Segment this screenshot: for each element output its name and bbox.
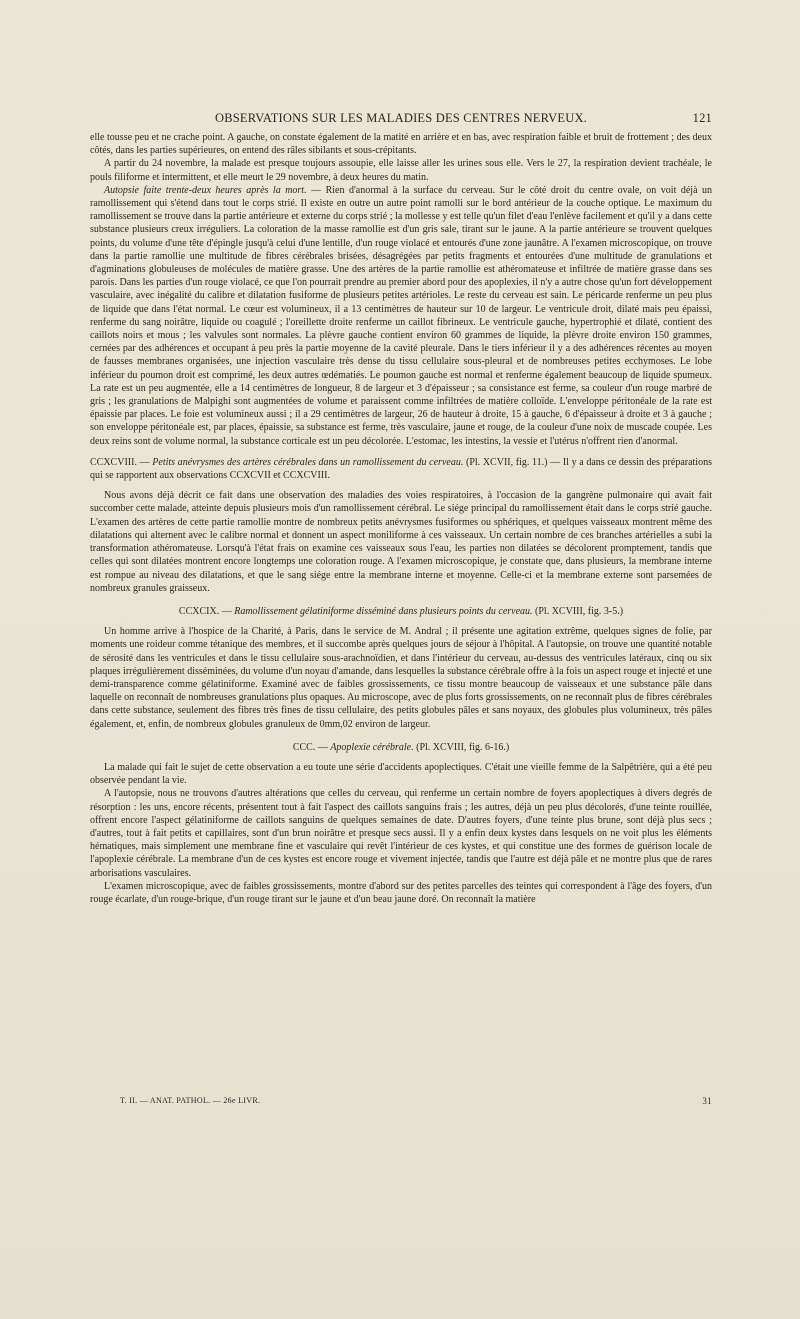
running-title: OBSERVATIONS SUR LES MALADIES DES CENTRES NERVEUX.	[214, 111, 588, 125]
observation-reference: (Pl. XCVIII, fig. 3-5.)	[532, 605, 624, 617]
observation-number: CCXCVIII. —	[90, 456, 153, 468]
footer-volume-note: T. II. — ANAT. PATHOL. — 26e LIVR.	[120, 1096, 261, 1105]
observation-title: Ramollissement gélatiniforme disséminé dans plusieurs points du cerveau.	[234, 605, 533, 617]
observation-heading-300	[90, 741, 712, 754]
observation-title: Petits anévrysmes des artères cérébrales dans un ramollissement du cerveau.	[152, 456, 464, 468]
page-footer	[120, 1096, 712, 1108]
autopsy-heading: Autopsie faite trente-deux heures après la mort.	[104, 184, 307, 196]
paragraph: A l'autopsie, nous ne trouvons d'autres altérations que celles du cerveau, qui renferme un certain nombre de foyers apoplectiques à divers degrés de résorption : les uns, encore récents, présentent tout à fait l'aspect des caillots sanguins frais ; les autres, déjà un peu plus décolorés, d'une teinte rouillée, offrent encore l'aspect gélatiniforme de caillots sanguins de quelques semaines de date. D'autres foyers, d'une teinte plus brune, sont déjà plus secs ; d'autres, tout à fait petits et capillaires, sont d'un brun noirâtre et presque secs aussi. Il y a enfin deux kystes dans lesquels on ne voit plus les éléments hématiques, mais simplement une membrane fine et vasculaire qui revêt l'intérieur de ces kystes, et qui constitue une des formes de guérison locale de l'apoplexie cérébrale. La membrane d'un de ces kystes est encore rouge et vivement injectée, tandis que l'autre est déjà pâle et ne montre plus que de rares arborisations vasculaires.	[90, 788, 712, 879]
paragraph: elle tousse peu et ne crache point. A gauche, on constate également de la matité en arrière et en bas, avec respiration faible et bruit de frottement ; des deux côtés, dans les parties supérieures, on entend des râles sibilants et sous-crépitants.	[90, 132, 712, 157]
observation-number: CCC. —	[292, 741, 331, 753]
paragraph: Un homme arrive à l'hospice de la Charité, à Paris, dans le service de M. Andral ; il présente une agitation extrême, quelques signes de folie, par moments une roideur comme tétanique des membres, et il succombe après quelques jours de séjour à l'hôpital. A l'autopsie, on trouve une quantité notable de sérosité dans les ventricules et dans le tissu cellulaire sous-arachnoïdien, et dans l'intérieur du cerveau, au-dessus des ventricules latéraux, cinq ou six plaques irrégulièrement disséminées, du volume d'un noyau d'amande, dans lesquelles la substance cérébrale offre à la fois un aspect rouge et injecté et une demi-transparence comme gélatiniforme. Examiné avec de faibles grossissements, ce tissu montre beaucoup de vaisseaux et une substance pâle dans laquelle on reconnaît de nombreuses granulations plus opaques. Au microscope, avec de plus forts grossissements, on ne reconnaît plus de fibres cérébrales dans cette substance, seulement des fibres très fines de tissu cellulaire, des petits globules pâles et sans noyaux, des globules plus volumineux, très pâles également, et, enfin, de nombreux globules granuleux de 0mm,02 environ de largeur.	[90, 626, 712, 730]
observation-title: Apoplexie cérébrale.	[330, 741, 414, 753]
observation-number: CCXCIX. —	[178, 605, 235, 617]
observation-heading-298	[90, 456, 712, 482]
paragraph: A partir du 24 novembre, la malade est presque toujours assoupie, elle laisse aller les urines sous elle. Vers le 27, la respiration devient trachéale, le pouls filiforme et intermittent, et elle meurt le 29 novembre, à deux heures du matin.	[90, 158, 712, 183]
autopsy-paragraph	[90, 184, 712, 448]
observation-reference: (Pl. XCVII, fig. 11.) — Il y a dans ce dessin des préparations qui se rapportent aux observations CCXCVII et CCXCVIII.	[90, 456, 712, 482]
paragraph: L'examen microscopique, avec de faibles grossissements, montre d'abord sur des petites parcelles des teintes qui correspondent à l'âge des foyers, d'un rouge écarlate, d'un rouge-brique, d'un rouge tirant sur le jaune et d'un beau jaune doré. On reconnaît la matière	[90, 880, 712, 905]
page-body	[90, 131, 712, 906]
paragraph: La malade qui fait le sujet de cette observation a eu toute une série d'accidents apoplectiques. C'était une vieille femme de la Salpêtrière, qui a été peu observée pendant la vie.	[90, 761, 712, 787]
page-number: 121	[692, 111, 712, 125]
running-header	[90, 111, 712, 127]
autopsy-text: — Rien d'anormal à la surface du cerveau. Sur le côté droit du centre ovale, on voit déjà un ramollissement qui s'étend dans tout le corps strié. Il existe en outre un autre point ramolli sur le bord antérieur de la couche optique. Le maximum du ramollissement se trouve dans la partie antérieure et externe du corps strié ; la mollesse y est telle qu'un filet d'eau l'enlève facilement et qu'il y a dans cette substance plusieurs creux irréguliers. La coloration de la masse ramollie est d'un gris sale, tirant sur le jaune. A la partie antérieure se trouvent quelques points, du volume d'une tête d'épingle jusqu'à celui d'une lentille, d'un rouge violacé et entourés d'une zone jaunâtre. A l'examen microscopique, on trouve dans la partie ramollie une multitude de fibres cérébrales brisées, désagrégées par petits fragments et entourées d'une multitude de granulations et d'agminations globuleuses de molécules de matière grasse. Une des artères de la partie ramollie est athéromateuse et infiltrée de matière grasse dans ses parois. Dans les parties d'un rouge violacé, ce que l'on pourrait prendre au premier abord pour des apoplexies, il n'y a autre chose qu'un fort développement vasculaire, avec inégalité du calibre et dilatation fusiforme de plusieurs petites artérioles. Le reste du cerveau est sain. Le péricarde renferme un peu plus de liquide que dans l'état normal. Le cœur est volumineux, il a 13 centimètres de hauteur sur 10 de largeur. Le ventricule droit, dilaté mais peu épaissi, renferme du sang noirâtre, liquide ou coagulé ; l'oreillette droite renferme un caillot fibrineux. Le ventricule gauche, hypertrophié et dilaté, contient des caillots noirs et mous ; les valvules sont normales. La plèvre gauche contient environ 60 grammes de liquide, la plèvre droite environ 150 grammes, cernées par des adhérences et occupant à peu près la partie moyenne de la cavité pleurale. Dans le tiers inférieur il y a des adhérences récentes au moyen de fausses membranes organisées, une injection vasculaire très dense du tissu cellulaire sous-pleural et de nombreuses petites ecchymoses. Le lobe inférieur du poumon droit est comprimé, les deux autres œdématiés. Le poumon gauche est normal et renferme également beaucoup de liquide spumeux. La rate est un peu augmentée, elle a 14 centimètres de longueur, 8 de largeur et 3 d'épaisseur ; sa consistance est ferme, sa couleur d'un rouge marbré de gris ; les granulations de Malpighi sont augmentées de volume et paraissent comme infiltrées de matière colloïde. L'enveloppe péritonéale de la rate est épaissie par places. Le foie est volumineux aussi ; il a 29 centimètres de largeur, 26 de hauteur à droite, 15 à gauche, 6 d'épaisseur à droite et 3 à gauche ; son enveloppe péritonéale est, par places, épaissie, sa substance est ferme, très vasculaire, jaune et rouge, de la couleur d'une noix de muscade coupée. Les deux reins sont de volume normal, la substance corticale est un peu décolorée. L'estomac, les intestins, la vessie et l'utérus n'offrent rien d'anormal.	[90, 184, 712, 447]
signature-mark: 31	[702, 1096, 712, 1106]
observation-reference: (Pl. XCVIII, fig. 6-16.)	[413, 741, 510, 753]
observation-heading-299	[90, 605, 712, 618]
paragraph: Nous avons déjà décrit ce fait dans une observation des maladies des voies respiratoires, à l'occasion de la gangrène pulmonaire qui avait fait succomber cette malade, atteinte depuis plusieurs mois d'un ramollissement cérébral. Le siége principal du ramollissement était dans le corps strié gauche. L'examen des artères de cette partie ramollie montre de nombreux petits anévrysmes fusiformes ou sphériques, et quelques vaisseaux montrent même des dilatations qui alternent avec le calibre normal et donnent un aspect moniliforme à ces vaisseaux. Un certain nombre de ces branches artérielles a subi la transformation athéromateuse. Lorsqu'à l'état frais on examine ces vaisseaux sous l'eau, les parties non dilatées se décolorent promptement, tandis que celles qui sont dilatées montrent encore longtemps une coloration rouge. A l'examen microscopique, je constate que, dans plusieurs, la membrane interne est rompue au niveau des dilatations, et que le sang siége entre la membrane interne et moyenne. Celle-ci et la membrane externe sont parsemées de nombreux granules graisseux.	[90, 490, 712, 594]
